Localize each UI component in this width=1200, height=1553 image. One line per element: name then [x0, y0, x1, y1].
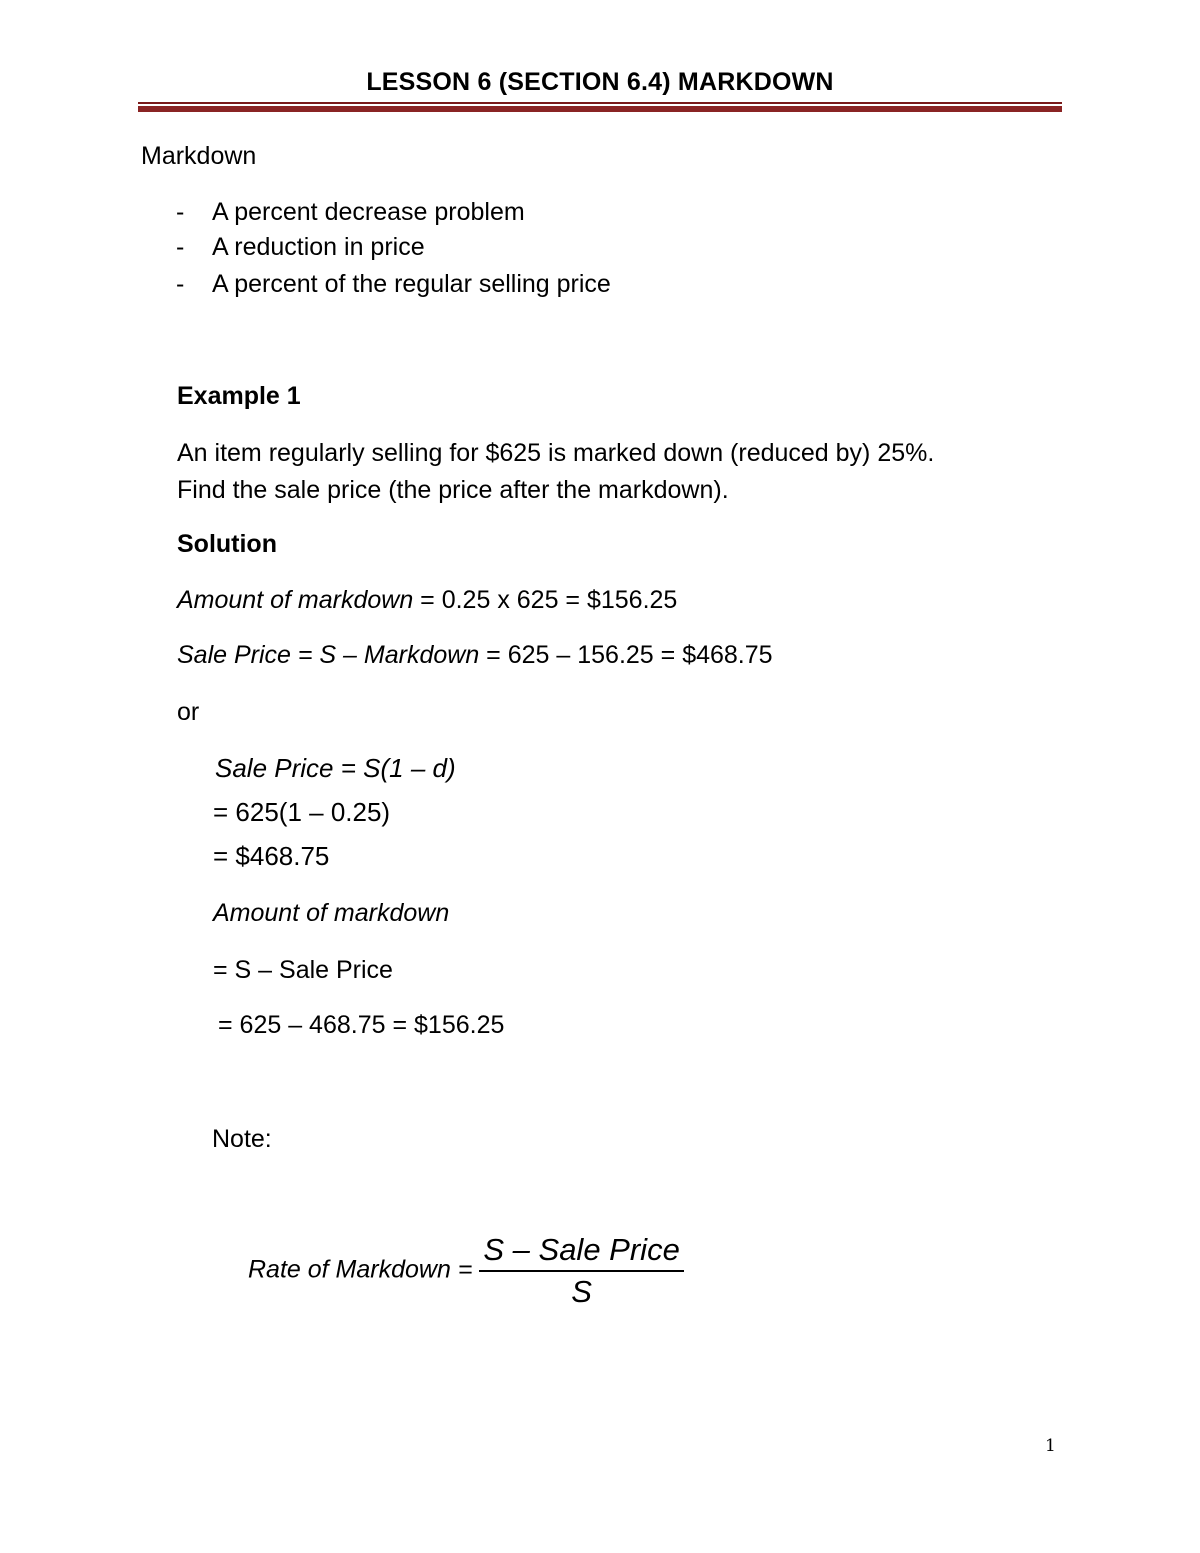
- solution-heading: Solution: [177, 530, 277, 558]
- page-title: LESSON 6 (SECTION 6.4) MARKDOWN: [366, 68, 834, 96]
- example-heading: Example 1: [177, 382, 301, 410]
- markdown-amount-equation: Amount of markdown = 0.25 x 625 = $156.25: [177, 586, 678, 614]
- page-number: 1: [1045, 1436, 1056, 1456]
- bullet-marker: -: [176, 198, 185, 226]
- fraction: [479, 1232, 683, 1310]
- amount-formula-line: = 625 – 468.75 = $156.25: [218, 1011, 505, 1039]
- problem-text-line: Find the sale price (the price after the markdown).: [177, 476, 729, 504]
- bullet-item: - A percent of the regular selling price: [176, 270, 611, 298]
- bullet-marker: -: [176, 233, 185, 261]
- amount-formula-line: = S – Sale Price: [213, 956, 393, 984]
- fraction-numerator: S – Sale Price: [479, 1232, 683, 1272]
- section-heading-markdown: Markdown: [141, 142, 257, 170]
- bullet-marker: -: [176, 270, 185, 298]
- note-label: Note:: [212, 1125, 272, 1153]
- bullet-item: - A percent decrease problem: [176, 198, 525, 226]
- amount-of-markdown-heading: Amount of markdown: [213, 899, 450, 927]
- problem-text-line: An item regularly selling for $625 is marked down (reduced by) 25%.: [177, 439, 935, 467]
- sale-price-equation: Sale Price = S – Markdown = 625 – 156.25 = $468.75: [177, 641, 773, 669]
- title-rule: [138, 102, 1062, 112]
- rate-label: Rate of Markdown =: [248, 1255, 473, 1284]
- or-text: or: [177, 698, 200, 726]
- fraction-denominator: S: [571, 1274, 592, 1309]
- formula-step: = 625(1 – 0.25): [213, 797, 391, 827]
- sale-price-formula: Sale Price = S(1 – d): [215, 753, 456, 783]
- formula-result: = $468.75: [213, 841, 330, 871]
- bullet-item: - A reduction in price: [176, 233, 425, 261]
- rate-of-markdown-formula: [248, 1232, 684, 1310]
